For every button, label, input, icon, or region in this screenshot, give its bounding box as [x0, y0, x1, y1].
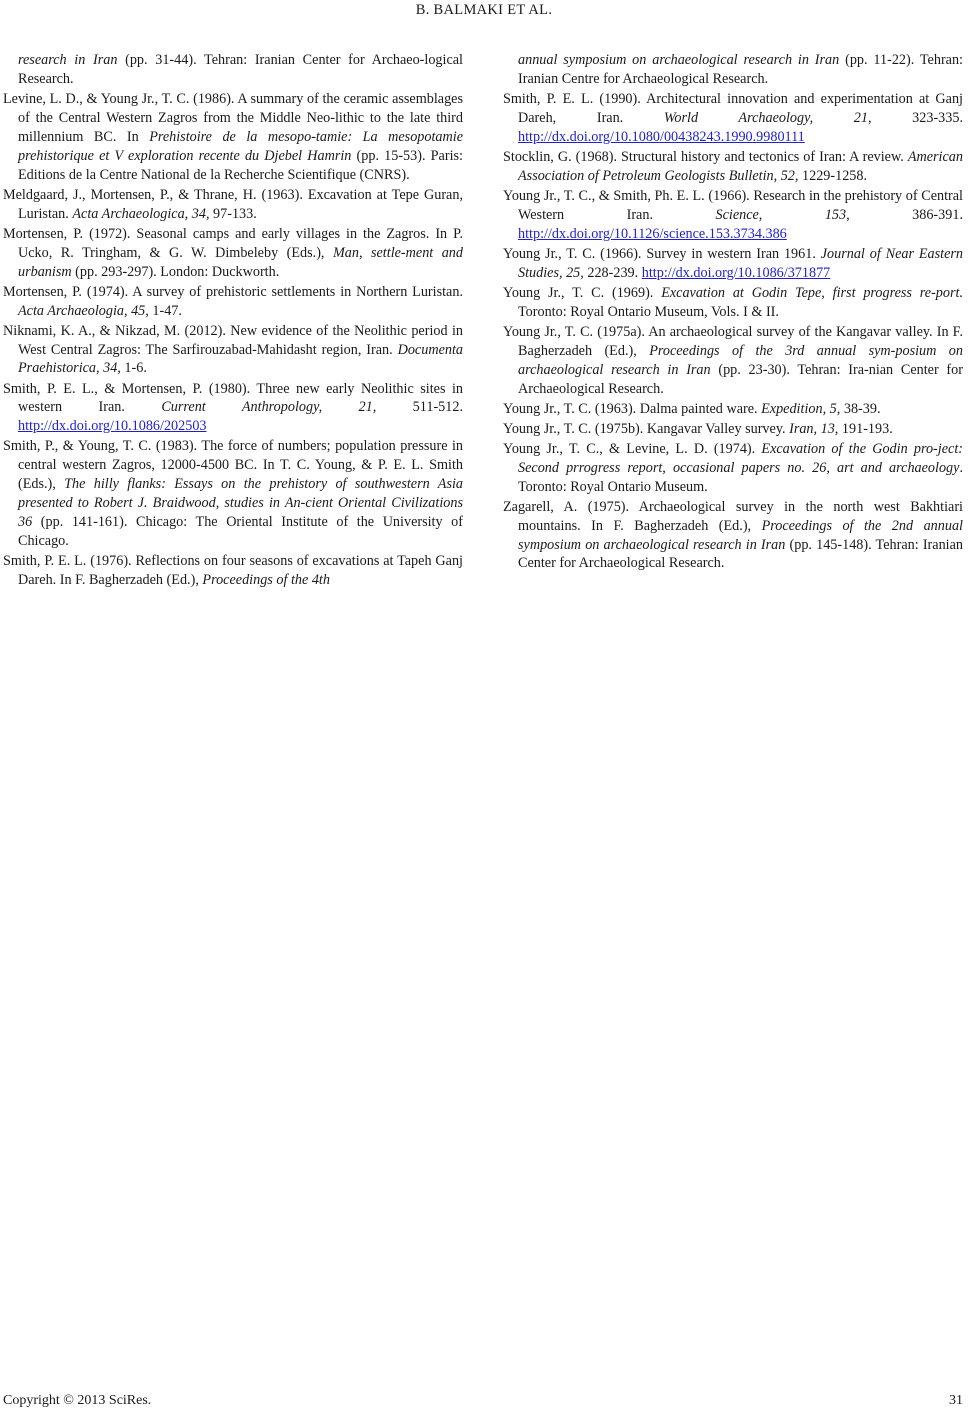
reference-italic-text: The hilly flanks: Essays on the prehistory of southwestern Asia presented to Robert J. Braidwood, studies in An-cient Oriental Civilizations 36	[18, 476, 463, 531]
copyright-notice: Copyright © 2013 SciRes.	[3, 1393, 152, 1408]
reference-italic-text: Excavation of the Godin pro-ject: Second prrogress report	[518, 440, 963, 476]
reference-text: 1-6.	[120, 360, 147, 377]
reference-italic-text: Science, 153,	[715, 206, 850, 223]
doi-link[interactable]: http://dx.doi.org/10.1086/371877	[641, 264, 831, 281]
running-title: B. BALMAKI ET AL.	[415, 2, 553, 18]
reference-text: Young Jr., T. C. (1975b). Kangavar Valley survey.	[503, 420, 790, 437]
doi-link[interactable]: http://dx.doi.org/10.1080/00438243.1990.9980111	[518, 128, 805, 145]
reference-entry	[503, 284, 963, 322]
references-left-column	[3, 51, 463, 591]
reference-text: (pp. 293-297). London: Duckworth.	[71, 263, 280, 280]
reference-italic-text: Prehistoire de la mesopo-tamie: La mesopotamie prehistorique et V exploration recente du Djebel Hamrin	[18, 128, 464, 164]
reference-text: (pp. 145-148). Tehran: Iranian Center for Archaeological Research.	[518, 536, 963, 572]
reference-entry	[503, 187, 963, 244]
reference-text: (pp. 141-161). Chicago: The Oriental Institute of the University of Chicago.	[18, 514, 463, 549]
reference-entry	[503, 245, 963, 283]
reference-text: Smith, P. E. L. (1990). Architectural innovation and experimentation at Ganj Dareh, Iran.	[503, 91, 963, 126]
reference-entry	[3, 380, 463, 437]
reference-text: 386-391.	[849, 206, 963, 223]
reference-text: 97-133.	[209, 205, 257, 222]
reference-entry	[3, 225, 463, 282]
running-header	[0, 2, 968, 19]
reference-italic-text: research in Iran	[18, 52, 118, 68]
reference-entry	[3, 322, 463, 379]
reference-text: Niknami, K. A., & Nikzad, M. (2012). New evidence of the Neolithic period in West Central Zagros: The Sarfirouzabad-Mahidasht region, Iran.	[3, 322, 463, 358]
reference-italic-text: Man, settle-ment and urbanism	[18, 244, 463, 280]
reference-text: Young Jr., T. C. (1963). Dalma painted ware.	[503, 400, 762, 417]
reference-text: Smith, P. E. L., & Mortensen, P. (1980). Three new early Neolithic sites in western Iran.	[3, 380, 463, 416]
doi-link[interactable]: http://dx.doi.org/10.1126/science.153.3734.386	[518, 225, 787, 242]
reference-text: 1-47.	[148, 302, 182, 319]
reference-entry	[503, 400, 963, 419]
reference-text: Young Jr., T. C. (1975a). An archaeological survey of the Kangavar valley. In F. Bagherzadeh (Ed.),	[503, 323, 963, 359]
reference-text: (pp. 15-53). Paris: Editions de la Centre National de la Recherche Scientifique (CNRS).	[18, 147, 463, 183]
reference-italic-text: occasional papers no. 26, art and archaeology	[672, 459, 960, 476]
reference-text: 191-193.	[838, 420, 893, 437]
reference-entry	[3, 437, 463, 550]
reference-text: Mortensen, P. (1972). Seasonal camps and early villages in the Zagros. In P. Ucko, R. Tringham, & G. W. Dimbeleby (Eds.),	[3, 225, 463, 261]
reference-text: Meldgaard, J., Mortensen, P., & Thrane, H. (1963). Excavation at Tepe Guran, Luristan.	[3, 186, 463, 222]
reference-italic-text: annual symposium on archaeological research in Iran	[518, 52, 840, 68]
reference-text: (pp. 23-30). Tehran: Ira-nian Center for Archaeological Research.	[518, 361, 963, 397]
reference-italic-text: Documenta Praehistorica, 34,	[18, 341, 463, 377]
references-right-column	[503, 51, 963, 575]
reference-entry	[3, 283, 463, 321]
reference-text: 1229-1258.	[798, 167, 868, 184]
reference-italic-text: Journal of Near Eastern Studies, 25,	[518, 245, 963, 281]
reference-text: . Toronto: Royal Ontario Museum.	[518, 459, 963, 495]
reference-italic-text: Proceedings of the 4th	[202, 571, 330, 588]
reference-italic-text: World Archaeology, 21,	[663, 109, 872, 126]
reference-entry-continued	[503, 51, 963, 89]
reference-text: Young Jr., T. C. (1969).	[503, 284, 662, 301]
reference-text: Young Jr., T. C., & Levine, L. D. (1974).	[503, 440, 762, 457]
reference-text: Mortensen, P. (1974). A survey of prehistoric settlements in Northern Luristan.	[3, 283, 463, 300]
reference-text: Smith, P., & Young, T. C. (1983). The force of numbers; population pressure in central western Zagros, 12000-4500 BC. In T. C. Young, & P. E. L. Smith (Eds.),	[3, 438, 463, 493]
reference-entry	[503, 148, 963, 186]
reference-italic-text: Current Anthropology, 21,	[161, 399, 377, 416]
reference-entry	[503, 323, 963, 399]
reference-text: Levine, L. D., & Young Jr., T. C. (1986). A summary of the ceramic assemblages of the Central Western Zagros from the Middle Neo-lithic to the late third millennium BC. In	[3, 91, 463, 145]
reference-italic-text: Excavation at Godin Tepe, first progress re-port.	[661, 284, 963, 301]
reference-text: ,	[662, 459, 673, 476]
reference-italic-text: Acta Archaeologica, 34,	[72, 205, 210, 222]
reference-text: Zagarell, A. (1975). Archaeological survey in the north west Bakhtiari mountains. In F. Bagherzadeh (Ed.),	[503, 498, 963, 534]
reference-italic-text: Proceedings of the 2nd annual symposium on archaeological research in Iran	[518, 517, 963, 553]
reference-text: Stocklin, G. (1968). Structural history and tectonics of Iran: A review.	[503, 148, 908, 165]
reference-italic-text: Proceedings of the 3rd annual sym-posium on archaeological research in Iran	[518, 342, 963, 378]
reference-italic-text: Acta Archaeologia, 45,	[18, 302, 149, 319]
reference-italic-text: Expedition, 5,	[761, 400, 841, 417]
reference-italic-text: American Association of Petroleum Geologists Bulletin, 52,	[518, 148, 963, 184]
reference-entry	[3, 552, 463, 590]
reference-text: (pp. 31-44). Tehran: Iranian Center for Archaeo-logical Research.	[18, 52, 463, 87]
reference-text: Young Jr., T. C. (1966). Survey in western Iran 1961.	[503, 245, 821, 262]
reference-italic-text: Iran, 13,	[789, 420, 839, 437]
reference-entry	[503, 90, 963, 147]
reference-text: Toronto: Royal Ontario Museum, Vols. I & II.	[518, 303, 779, 320]
reference-entry	[503, 420, 963, 439]
reference-text: Young Jr., T. C., & Smith, Ph. E. L. (1966). Research in the prehistory of Central Western Iran.	[503, 187, 963, 223]
reference-text: (pp. 11-22). Tehran: Iranian Centre for Archaeological Research.	[518, 52, 964, 87]
reference-text: 323-335.	[871, 109, 964, 126]
reference-text: 511-512.	[376, 399, 463, 416]
reference-entry	[503, 440, 963, 497]
reference-entry	[503, 498, 963, 574]
reference-text: 228-239.	[583, 264, 642, 281]
page-number: 31	[949, 1393, 963, 1408]
reference-entry	[3, 90, 463, 185]
doi-link[interactable]: http://dx.doi.org/10.1086/202503	[18, 418, 207, 435]
reference-text: Smith, P. E. L. (1976). Reflections on four seasons of excavations at Tapeh Ganj Dareh. In F. Bagherzadeh (Ed.),	[3, 553, 463, 588]
reference-entry	[3, 186, 463, 224]
reference-entry-continued	[3, 51, 463, 89]
reference-text: 38-39.	[840, 400, 881, 417]
